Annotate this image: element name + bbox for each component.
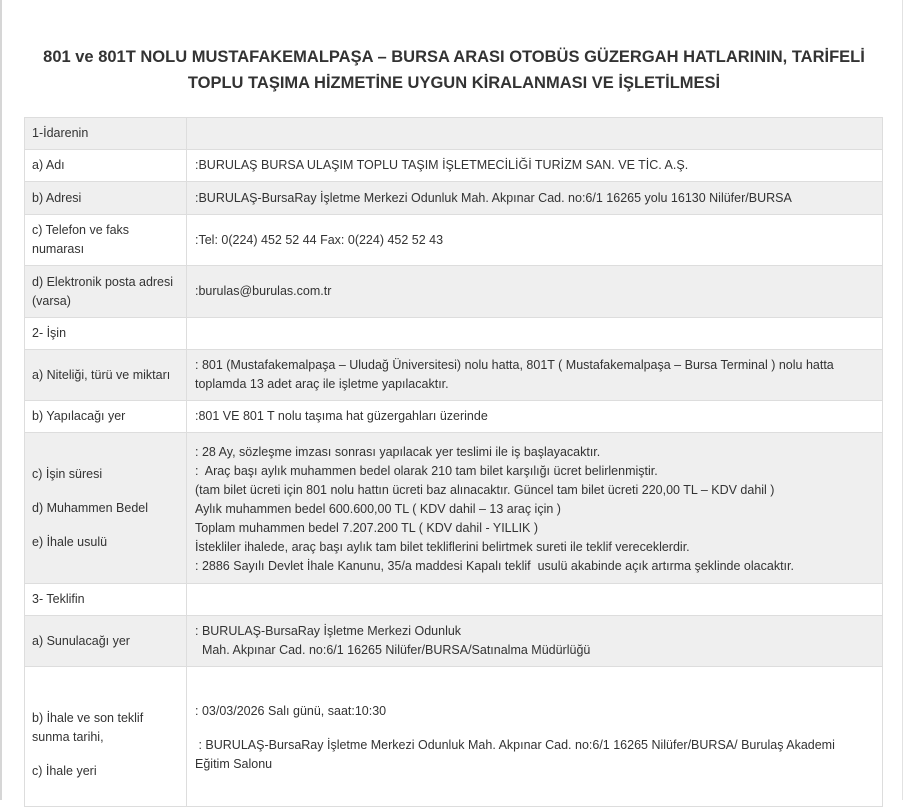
value-line: : 28 Ay, sözleşme imzası sonrası yapılacak yer teslimi ile iş başlayacaktır. bbox=[195, 444, 601, 459]
value-line: Aylık muhammen bedel 600.600,00 TL ( KDV dahil – 13 araç için ) bbox=[195, 501, 561, 516]
value-line: : 801 (Mustafakemalpaşa – Uludağ Üniversitesi) nolu hatta, 801T ( Mustafakemalpaşa – Bursa Terminal ) nolu hatta bbox=[195, 358, 834, 372]
row-label: 2- İşin bbox=[25, 318, 187, 350]
table-row-telefon bbox=[25, 215, 883, 266]
value-line: : BURULAŞ-BursaRay İşletme Merkezi Odunluk bbox=[195, 624, 462, 638]
row-label: a) Adı bbox=[25, 150, 187, 182]
label-ihale-tarihi: b) İhale ve son teklif sunma tarihi, bbox=[32, 710, 144, 744]
row-value: :801 VE 801 T nolu taşıma hat güzergahları üzerinde bbox=[187, 401, 883, 433]
title-line-1: 801 ve 801T NOLU MUSTAFAKEMALPAŞA – BURSA ARASI OTOBÜS GÜZERGAH HATLARININ, TARİFELİ bbox=[43, 48, 865, 66]
label-muhammen-bedel: d) Muhammen Bedel bbox=[32, 501, 149, 515]
row-label: 1-İdarenin bbox=[25, 118, 187, 150]
email-link[interactable]: :burulas@burulas.com.tr bbox=[195, 284, 332, 298]
row-value bbox=[187, 350, 883, 401]
value-line: : Araç başı aylık muhammen bedel olarak 210 tam bilet karşılığı ücret belirlenmiştir. bbox=[195, 463, 658, 478]
page-title bbox=[24, 44, 884, 96]
table-row-sunulacak-yer bbox=[25, 616, 883, 667]
table-row-nitelik bbox=[25, 350, 883, 401]
row-label: b) Adresi bbox=[25, 182, 187, 215]
row-value[interactable] bbox=[187, 266, 883, 318]
page-frame-left bbox=[0, 0, 2, 800]
label-sure: c) İşin süresi bbox=[32, 467, 103, 481]
ihale-place-line: : BURULAŞ-BursaRay İşletme Merkezi Odunluk Mah. Akpınar Cad. no:6/1 16265 Nilüfer/BURSA/ Burulaş Akademi bbox=[195, 737, 835, 752]
row-value: :BURULAŞ BURSA ULAŞIM TOPLU TAŞIM İŞLETMECİLİĞİ TURİZM SAN. VE TİC. A.Ş. bbox=[187, 150, 883, 182]
value-line: İstekliler ihalede, araç başı aylık tam bilet tekliflerini belirtmek sureti ile teklif vereceklerdir. bbox=[195, 539, 690, 554]
table-row-yer bbox=[25, 401, 883, 433]
ihale-date-line: : 03/03/2026 Salı günü, saat:10:30 bbox=[195, 703, 387, 718]
value-line: Toplam muhammen bedel 7.207.200 TL ( KDV dahil - YILLIK ) bbox=[195, 520, 539, 535]
row-value bbox=[187, 584, 883, 616]
row-value bbox=[187, 616, 883, 667]
row-value: :Tel: 0(224) 452 52 44 Fax: 0(224) 452 52 43 bbox=[187, 215, 883, 266]
row-label: 3- Teklifin bbox=[25, 584, 187, 616]
row-label: a) Niteliği, türü ve miktarı bbox=[25, 350, 187, 401]
table-row-adi bbox=[25, 150, 883, 182]
value-line: : 2886 Sayılı Devlet İhale Kanunu, 35/a maddesi Kapalı teklif usulü akabinde açık artırma şeklinde olacaktır. bbox=[195, 558, 794, 573]
row-label: a) Sunulacağı yer bbox=[25, 616, 187, 667]
row-value bbox=[187, 433, 883, 584]
section-row-isin bbox=[25, 318, 883, 350]
title-line-2: TOPLU TAŞIMA HİZMETİNE UYGUN KİRALANMASI VE İŞLETİLMESİ bbox=[187, 74, 721, 92]
row-label bbox=[25, 667, 187, 807]
table-row-adres bbox=[25, 182, 883, 215]
section-row-idarenin bbox=[25, 118, 883, 150]
value-line: Mah. Akpınar Cad. no:6/1 16265 Nilüfer/BURSA/Satınalma Müdürlüğü bbox=[195, 643, 591, 657]
table-row-sure-bedel-usul bbox=[25, 433, 883, 584]
row-value bbox=[187, 118, 883, 150]
table-row-tarih-yer bbox=[25, 667, 883, 807]
row-label: d) Elektronik posta adresi (varsa) bbox=[25, 266, 187, 318]
row-label: c) Telefon ve faks numarası bbox=[25, 215, 187, 266]
row-value: :BURULAŞ-BursaRay İşletme Merkezi Odunluk Mah. Akpınar Cad. no:6/1 16265 yolu 16130 Nilüfer/BURSA bbox=[187, 182, 883, 215]
row-label: b) Yapılacağı yer bbox=[25, 401, 187, 433]
table-row-eposta bbox=[25, 266, 883, 318]
value-line: (tam bilet ücreti için 801 nolu hattın ücreti baz alınacaktır. Güncel tam bilet ücreti 220,00 TL – KDV dahil ) bbox=[195, 482, 775, 497]
value-line: toplamda 13 adet araç ile işletme yapılacaktır. bbox=[195, 377, 449, 391]
ihale-place-line: Eğitim Salonu bbox=[195, 756, 273, 771]
label-ihale-usulu: e) İhale usulü bbox=[32, 535, 108, 549]
row-value bbox=[187, 667, 883, 807]
row-label bbox=[25, 433, 187, 584]
row-value bbox=[187, 318, 883, 350]
label-ihale-yeri: c) İhale yeri bbox=[32, 763, 97, 778]
tender-notice-table bbox=[24, 117, 883, 807]
page-frame-right bbox=[902, 0, 903, 800]
section-row-teklifin bbox=[25, 584, 883, 616]
